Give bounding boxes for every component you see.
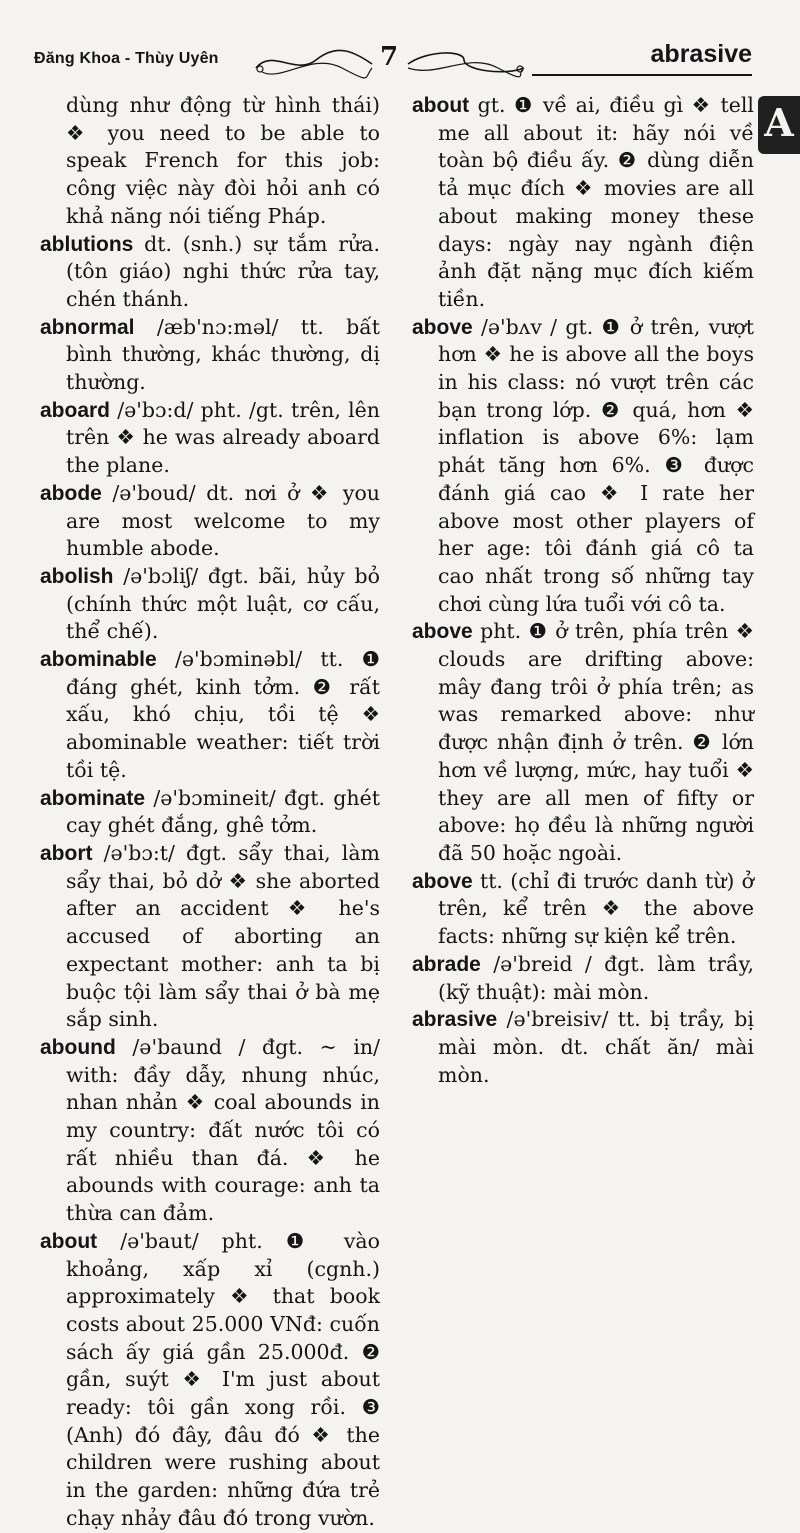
entry-above-gt: above /ə'bʌv / gt. ❶ ở trên, vượt hơn ❖ he is above all the boys in his class: nó vượt trên các bạn trong lớp. ❷ quá, hơn ❖ inflation is above 6%: lạm phát tăng hơn 6%. ❸ được đánh giá cao ❖ I rate her above most other players of her age: tôi đánh giá cô ta cao nhất trong số những tay chơi cùng lứa tuổi với cô ta. [412,314,754,616]
entry-above-pht: above pht. ❶ ở trên, phía trên ❖ clouds are drifting above: mây đang trôi ở phía trên; as was remarked above: như được nhận định ở trên. ❷ lớn hơn về lượng, mức, hay tuổi ❖ they are all men of fifty or above: họ đều là những người đã 50 hoặc ngoài. [412,619,754,865]
entry-continuation: dùng như động từ hình thái) ❖ you need to be able to speak French for this job: công việc này đòi hỏi anh có khả năng nói tiếng Pháp. [66,93,380,228]
entry-abound: abound /ə'baund / đgt. ~ in/ with: đầy dẫy, nhung nhúc, nhan nhản ❖ coal abounds in my country: đất nước tôi có rất nhiều than đá. ❖ he abounds with courage: anh ta thừa can đảm. [40,1034,380,1226]
headword: abolish [40,564,114,588]
guide-word: abrasive [650,40,752,68]
headword: abort [40,841,93,865]
entry-abort: abort /ə'bɔ:t/ đgt. sẩy thai, làm sẩy thai, bỏ dở ❖ she aborted after an accident ❖ he's accused of aborting an expectant mother: anh ta bị buộc tội làm sẩy thai ở bà mẹ sắp sinh. [40,840,380,1032]
headword: abominable [40,648,157,672]
entry-above-tt: above tt. (chỉ đi trước danh từ) ở trên, kể trên ❖ the above facts: những sự kiện kể trên. [412,868,754,949]
headword: about [412,94,470,117]
entry-abode: abode /ə'boud/ dt. nơi ở ❖ you are most welcome to my humble abode. [40,480,380,561]
thumb-index-tab [758,96,800,154]
headword: above [412,869,473,893]
headword: abode [40,481,102,505]
entry-abominable: abominable /ə'bɔminəbl/ tt. ❶ đáng ghét, kinh tởm. ❷ rất xấu, khó chịu, tồi tệ ❖ abominable weather: tiết trời tồi tệ. [40,647,380,782]
page-number: 7 [380,42,399,72]
entry-about-gt: about gt. ❶ về ai, điều gì ❖ tell me all about it: hãy nói về toàn bộ điều ấy. ❷ dùng diễn tả mục đích ❖ movies are all about making money these days: ngày nay ngành điện ảnh đặt nặng mục đích kiếm tiền. [412,93,754,311]
headword: abrade [412,952,481,976]
headword: abominate [40,786,146,810]
right-column [412,92,754,1089]
headword: above [412,315,473,339]
entry-abnormal: abnormal /æb'nɔ:məl/ tt. bất bình thường, khác thường, dị thường. [40,314,380,395]
entry-abrade: abrade /ə'breid / đgt. làm trầy, (kỹ thuật): mài mòn. [412,951,754,1004]
entry-aboard: aboard /ə'bɔ:d/ pht. /gt. trên, lên trên ❖ he was already aboard the plane. [40,397,380,478]
page-header [0,0,800,92]
entry-abominate: abominate /ə'bɔmineit/ đgt. ghét cay ghét đắng, ghê tởm. [40,785,380,838]
header-rule [532,74,752,76]
entry-abolish: abolish /ə'bɔliʃ/ đgt. bãi, hủy bỏ (chính thức một luật, cơ cấu, thể chế). [40,563,380,644]
left-column [40,92,380,1533]
left-flourish-ornament [252,42,376,84]
headword: abnormal [40,315,135,339]
headword: ablutions [40,232,134,256]
entry-about-pht: about /ə'baut/ pht. ❶ vào khoảng, xấp xỉ (cgnh.) approximately ❖ that book costs about 25.000 VNđ: cuốn sách ấy giá gần 25.000đ. ❷ gần, suýt ❖ I'm just about ready: tôi gần xong rồi. ❸ (Anh) đó đây, đâu đó ❖ the children were rushing about in the garden: những đứa trẻ chạy nhảy đâu đó trong vườn. [40,1228,380,1530]
thumb-tab-letter: A [764,100,794,145]
right-flourish-ornament [404,42,528,84]
running-head-authors: Đăng Khoa - Thùy Uyên [34,50,219,67]
headword: abrasive [412,1008,498,1032]
headword: above [412,620,473,644]
entry-ablutions: ablutions dt. (snh.) sự tắm rửa. (tôn giáo) nghi thức rửa tay, chén thánh. [40,231,380,311]
headword: aboard [40,398,111,422]
headword: about [40,1229,98,1253]
entry-abrasive: abrasive /ə'breisiv/ tt. bị trầy, bị mài mòn. dt. chất ăn/ mài mòn. [412,1007,754,1087]
headword: abound [40,1035,116,1059]
